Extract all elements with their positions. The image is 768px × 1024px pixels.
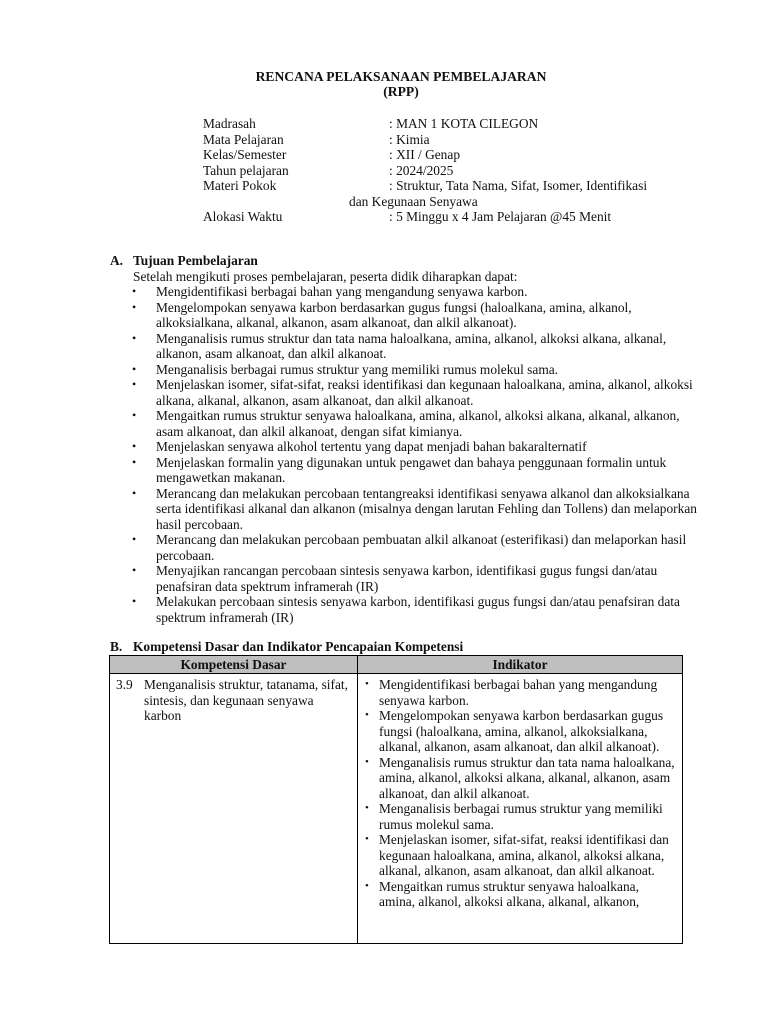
list-item xyxy=(365,878,676,910)
header-indikator: Indikator xyxy=(358,656,683,674)
list-item xyxy=(132,408,700,439)
list-item xyxy=(365,832,676,879)
info-value-continued: dan Kegunaan Senyawa xyxy=(349,193,478,209)
bullet-icon: • xyxy=(132,284,137,298)
bullet-icon: • xyxy=(132,485,137,500)
list-item xyxy=(132,594,700,625)
kd-number: 3.9 xyxy=(116,677,133,692)
goals-list xyxy=(110,284,700,625)
list-item-text: Menganalisis berbagai rumus struktur yang memiliki rumus molekul sama. xyxy=(156,361,559,377)
info-value: : Struktur, Tata Nama, Sifat, Isomer, Identifikasi xyxy=(389,178,648,193)
section-intro: Setelah mengikuti proses pembelajaran, peserta didik diharapkan dapat: xyxy=(133,268,518,284)
list-item-text: Mengidentifikasi berbagai bahan yang mengandung senyawa karbon. xyxy=(379,677,658,708)
section-title: Tujuan Pembelajaran xyxy=(133,253,258,268)
list-item-text: Melakukan percobaan sintesis senyawa karbon, identifikasi gugus fungsi dan/atau penafsiran data spektrum inframerah (IR) xyxy=(156,594,680,625)
bullet-icon: • xyxy=(132,594,137,608)
list-item xyxy=(132,361,700,378)
bullet-icon: • xyxy=(132,454,137,469)
info-label: Materi Pokok xyxy=(203,178,277,193)
bullet-icon: • xyxy=(132,563,137,577)
section-letter: B. xyxy=(110,639,123,654)
info-value: : MAN 1 KOTA CILEGON xyxy=(389,116,539,131)
title-line-1: RENCANA PELAKSANAAN PEMBELAJARAN xyxy=(255,69,547,84)
info-row-kelas xyxy=(203,147,723,163)
list-item-text: Menjelaskan isomer, sifat-sifat, reaksi identifikasi dan kegunaan haloalkana, amina, alkanol, alkoksi alkana, alkanal, alkanon, asam alkanoat, dan alkil alkanoat. xyxy=(156,377,693,408)
info-value: : Kimia xyxy=(389,131,430,147)
section-tujuan xyxy=(110,253,700,625)
list-item-text: Merancang dan melakukan percobaan tentangreaksi identifikasi senyawa alkanol dan alkoksialkana serta identifikasi alkanal dan alkanon (misalnya dengan larutan Fehling dan Tollens) dan melaporkan hasil percobaan. xyxy=(156,485,697,532)
info-value: : 5 Minggu x 4 Jam Pelajaran @45 Menit xyxy=(389,209,612,224)
list-item-text: Mengidentifikasi berbagai bahan yang mengandung senyawa karbon. xyxy=(156,284,528,299)
kd-cell xyxy=(110,674,358,944)
title-line-2: (RPP) xyxy=(383,84,419,99)
section-title: Kompetensi Dasar dan Indikator Pencapaian Kompetensi xyxy=(133,639,464,654)
list-item xyxy=(365,677,676,708)
bullet-icon: • xyxy=(132,377,137,391)
list-item-text: Merancang dan melakukan percobaan pembuatan alkil alkanoat (esterifikasi) dan melaporkan hasil percobaan. xyxy=(156,532,687,563)
info-label: Kelas/Semester xyxy=(203,147,287,162)
list-item xyxy=(132,377,700,408)
info-label: Madrasah xyxy=(203,116,256,131)
list-item-text: Mengelompokan senyawa karbon berdasarkan gugus fungsi (haloalkana, amina, alkanol, alkoksialkana, alkanal, alkanon, asam alkanoat, dan alkil alkanoat). xyxy=(379,708,664,754)
list-item xyxy=(365,754,676,802)
list-item-text: Menjelaskan isomer, sifat-sifat, reaksi identifikasi dan kegunaan haloalkana, amina, alkanol, alkoksi alkana, alkanal, alkanon, asam alkanoat, dan alkil alkanoat. xyxy=(379,832,669,878)
list-item xyxy=(365,708,676,755)
list-item xyxy=(132,284,700,300)
bullet-icon: • xyxy=(132,532,137,546)
list-item-text: Menganalisis berbagai rumus struktur yang memiliki rumus molekul sama. xyxy=(379,801,663,832)
bullet-icon: • xyxy=(365,755,369,768)
bullet-icon: • xyxy=(132,330,137,345)
bullet-icon: • xyxy=(365,678,369,690)
indicator-list xyxy=(364,677,676,910)
info-value: : 2024/2025 xyxy=(389,162,454,178)
info-value: : XII / Genap xyxy=(389,147,461,162)
kd-text: Menganalisis struktur, tatanama, sifat, sintesis, dan kegunaan senyawa karbon xyxy=(144,677,348,723)
list-item xyxy=(132,563,700,594)
list-item xyxy=(132,439,700,455)
info-label: Mata Pelajaran xyxy=(203,131,284,147)
section-heading xyxy=(110,639,700,655)
indicator-cell xyxy=(358,674,683,944)
list-item-text: Menjelaskan formalin yang digunakan untuk pengawet dan bahaya penggunaan formalin untuk mengawetkan makanan. xyxy=(156,454,667,485)
info-label: Alokasi Waktu xyxy=(203,209,283,224)
list-item xyxy=(132,454,700,486)
list-item xyxy=(132,532,700,563)
list-item xyxy=(132,330,700,362)
bullet-icon: • xyxy=(365,802,369,814)
info-row-materi-cont xyxy=(203,194,723,210)
info-row-tahun xyxy=(203,163,723,179)
section-letter: A. xyxy=(110,253,124,268)
list-item-text: Menyajikan rancangan percobaan sintesis senyawa karbon, identifikasi gugus fungsi dan/atau penafsiran data spektrum inframerah (IR) xyxy=(156,563,658,594)
bullet-icon: • xyxy=(365,879,369,892)
bullet-icon: • xyxy=(132,299,137,314)
info-label: Tahun pelajaran xyxy=(203,162,289,178)
bullet-icon: • xyxy=(132,408,137,422)
table-header-row xyxy=(110,656,683,674)
list-item-text: Mengaitkan rumus struktur senyawa haloalkana, amina, alkanol, alkoksi alkana, alkanal, alkanon, asam alkanoat, dan alkil alkanoat, dengan sifat kimianya. xyxy=(156,408,680,439)
document-title xyxy=(0,69,768,99)
list-item-text: Mengelompokan senyawa karbon berdasarkan gugus fungsi (haloalkana, amina, alkanol, alkoksialkana, alkanal, alkanon, asam alkanoat, dan alkil alkanoat). xyxy=(156,299,632,330)
info-row-madrasah xyxy=(203,116,723,132)
header-kompetensi-dasar: Kompetensi Dasar xyxy=(110,656,358,674)
section-kompetensi xyxy=(110,639,700,655)
info-row-materi xyxy=(203,178,723,194)
list-item-text: Mengaitkan rumus struktur senyawa haloalkana, amina, alkanol, alkoksi alkana, alkanal, alkanon, xyxy=(379,878,640,909)
info-row-alokasi xyxy=(203,209,723,225)
list-item xyxy=(132,485,700,533)
bullet-icon: • xyxy=(132,361,137,376)
list-item-text: Menganalisis rumus struktur dan tata nama haloalkana, amina, alkanol, alkoksi alkana, alkanal, alkanon, asam alkanoat, dan alkil alkanoat. xyxy=(379,754,675,801)
list-item-text: Menjelaskan senyawa alkohol tertentu yang dapat menjadi bahan bakaralternatif xyxy=(156,439,587,454)
info-row-mapel xyxy=(203,132,723,148)
section-heading xyxy=(110,253,700,269)
list-item-text: Menganalisis rumus struktur dan tata nama haloalkana, amina, alkanol, alkoksi alkana, alkanal, alkanon, asam alkanoat, dan alkil alkanoat. xyxy=(156,330,667,361)
bullet-icon: • xyxy=(365,709,369,721)
bullet-icon: • xyxy=(365,833,369,845)
list-item xyxy=(132,299,700,331)
list-item xyxy=(365,801,676,832)
bullet-icon: • xyxy=(132,439,137,453)
competency-table xyxy=(109,655,683,944)
identity-block xyxy=(203,116,723,225)
table-row xyxy=(110,674,683,944)
